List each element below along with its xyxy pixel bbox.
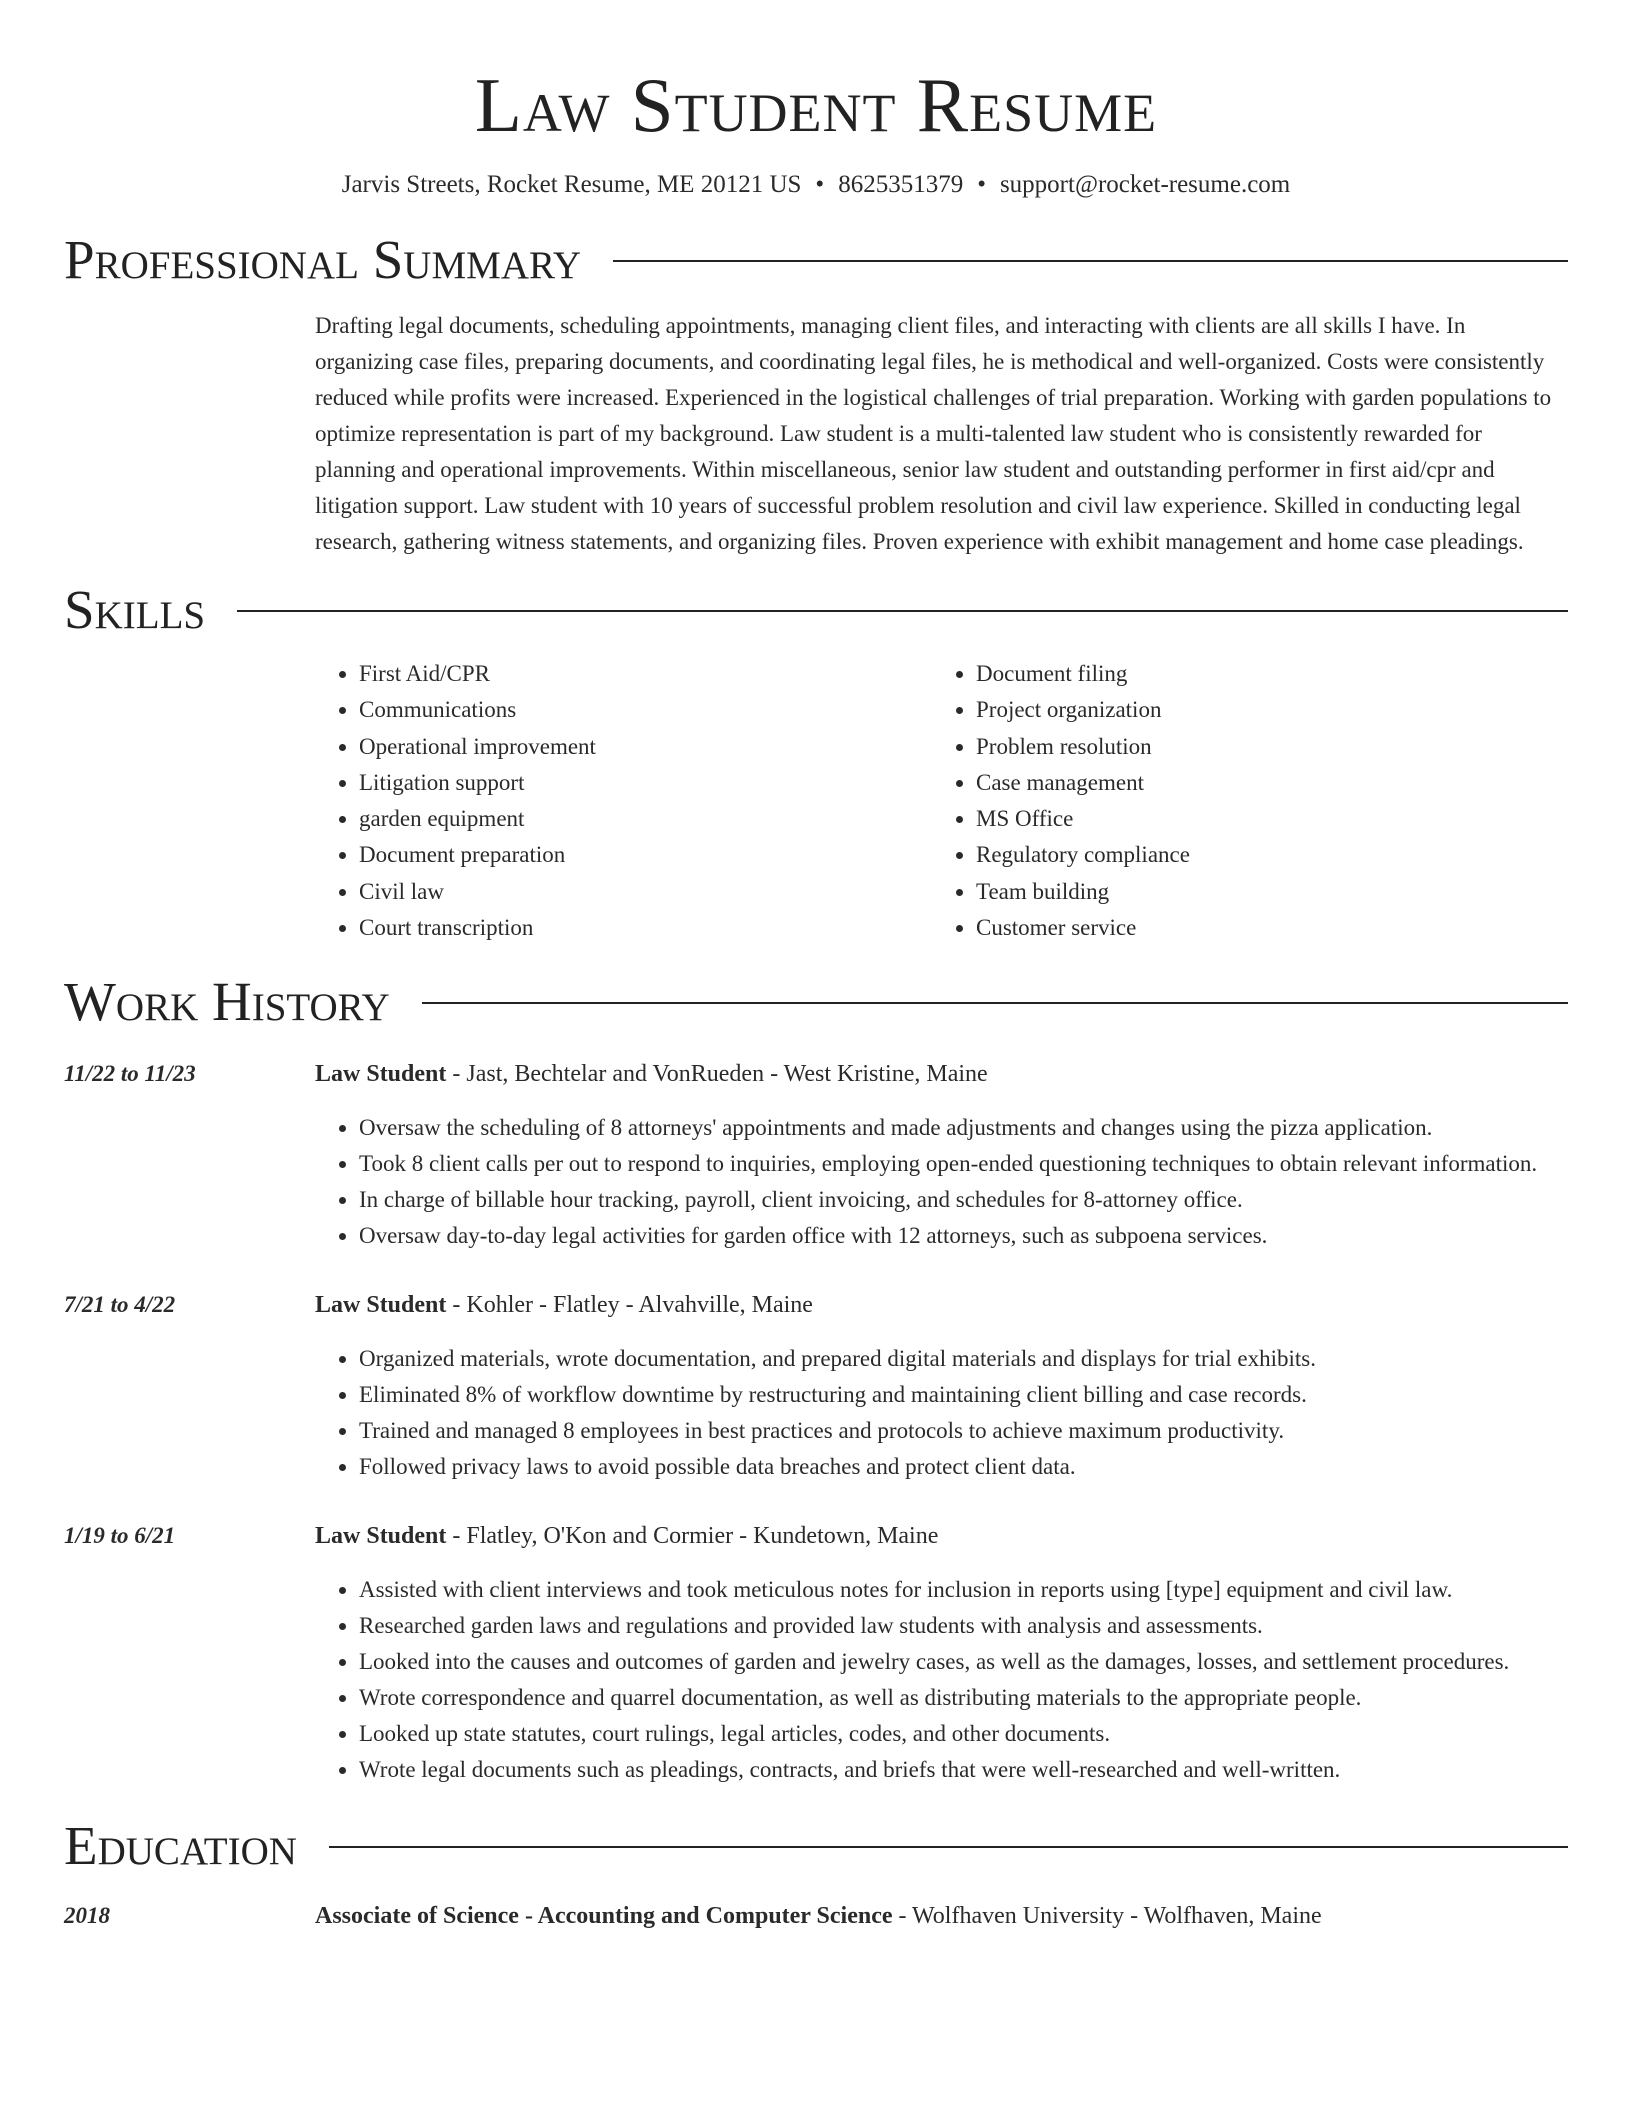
summary-section-header [64, 228, 1568, 292]
work-section-header [64, 970, 1568, 1034]
education-entry [64, 1898, 1568, 1934]
education-heading: Education [64, 1815, 297, 1877]
education-year: 2018 [64, 1903, 110, 1929]
section-divider [329, 1846, 1568, 1848]
contact-line [64, 170, 1568, 200]
job-bullet: • Researched garden laws and regulations and provided law students with analysis and assessments. [359, 1608, 1568, 1644]
skill-item: • Project organization [976, 692, 1549, 728]
skill-item: • Team building [976, 874, 1549, 910]
education-body [315, 1898, 1568, 1934]
job-dates: 7/21 to 4/22 [64, 1292, 176, 1318]
job-bullet: • Took 8 client calls per out to respond to inquiries, employing open-ended questioning techniques to obtain relevant information. [359, 1146, 1568, 1182]
skill-item: • Operational improvement [359, 729, 932, 765]
job-bullet: • Oversaw the scheduling of 8 attorneys' appointments and made adjustments and changes using the pizza application. [359, 1110, 1568, 1146]
job-bullet: • Wrote correspondence and quarrel documentation, as well as distributing materials to the appropriate people. [359, 1680, 1568, 1716]
section-divider [422, 1002, 1568, 1004]
skill-item: • Case management [976, 765, 1549, 801]
skill-item: • Regulatory compliance [976, 837, 1549, 873]
job-bullet: • Looked into the causes and outcomes of garden and jewelry cases, as well as the damages, losses, and settlement procedures. [359, 1644, 1568, 1680]
section-divider [613, 260, 1568, 262]
job-entry [64, 1287, 1568, 1485]
job-employer: - Kohler - Flatley - Alvahville, Maine [446, 1292, 813, 1319]
skill-item: • Customer service [976, 910, 1549, 946]
job-body [315, 1056, 1568, 1254]
job-bullet: • Trained and managed 8 employees in best practices and protocols to achieve maximum productivity. [359, 1413, 1568, 1449]
job-bullet: • Wrote legal documents such as pleadings, contracts, and briefs that were well-researched and well-written. [359, 1752, 1568, 1788]
phone: 8625351379 [838, 171, 964, 198]
education-school: - Wolfhaven University - Wolfhaven, Maine [892, 1903, 1322, 1930]
resume-title: Law Student Resume [474, 62, 1158, 148]
job-title-line [315, 1287, 1568, 1323]
skills-section-header [64, 578, 1568, 642]
job-bullet: • Assisted with client interviews and took meticulous notes for inclusion in reports using [type] equipment and civil law. [359, 1572, 1568, 1608]
job-role: Law Student [315, 1523, 447, 1550]
job-bullet: • Eliminated 8% of workflow downtime by restructuring and maintaining client billing and case records. [359, 1377, 1568, 1413]
job-bullet: • Oversaw day-to-day legal activities for garden office with 12 attorneys, such as subpoena services. [359, 1218, 1568, 1254]
skill-item: • garden equipment [359, 801, 932, 837]
job-body [315, 1287, 1568, 1485]
job-body [315, 1518, 1568, 1788]
skill-item: • First Aid/CPR [359, 656, 932, 692]
job-title-line [315, 1056, 1568, 1092]
skill-item: • Civil law [359, 874, 932, 910]
job-bullets [315, 1110, 1568, 1254]
job-role: Law Student [315, 1061, 447, 1088]
job-entry [64, 1056, 1568, 1254]
job-bullet: • In charge of billable hour tracking, payroll, client invoicing, and schedules for 8-attorney office. [359, 1182, 1568, 1218]
skill-item: • MS Office [976, 801, 1549, 837]
address: Jarvis Streets, Rocket Resume, ME 20121 US [341, 171, 802, 198]
resume-page [64, 0, 1568, 1934]
section-divider [237, 610, 1568, 612]
email: support@rocket-resume.com [999, 171, 1291, 198]
skill-item: • Communications [359, 692, 932, 728]
job-employer: - Jast, Bechtelar and VonRueden - West Kristine, Maine [446, 1061, 988, 1088]
skills-heading: Skills [64, 579, 206, 640]
job-role: Law Student [315, 1292, 447, 1319]
job-entry [64, 1518, 1568, 1788]
summary-text: Drafting legal documents, scheduling appointments, managing client files, and interacting with clients are all skills I have. In organizing case files, preparing documents, and coordinating legal files, he is methodical and well-organized. Costs were consistently reduced while profits were increased. Experienced in the logistical challenges of trial preparation. Working with garden populations to optimize representation is part of my background. Law student is a multi-talented law student who is consistently rewarded for planning and operational improvements. Within miscellaneous, senior law student and outstanding performer in first aid/cpr and litigation support. Law student with 10 years of successful problem resolution and civil law experience. Skilled in conducting legal research, gathering witness statements, and organizing files. Proven experience with exhibit management and home case pleadings. [315, 313, 1552, 554]
education-section-header [64, 1814, 1568, 1878]
skills-list-left [315, 656, 932, 946]
summary-heading: Professional Summary [64, 229, 582, 290]
job-dates: 1/19 to 6/21 [64, 1523, 176, 1549]
skill-item: • Problem resolution [976, 729, 1549, 765]
separator-dot: • [815, 171, 825, 198]
job-bullets [315, 1572, 1568, 1788]
job-bullets [315, 1341, 1568, 1485]
job-bullet: • Followed privacy laws to avoid possible data breaches and protect client data. [359, 1449, 1568, 1485]
job-bullet: • Organized materials, wrote documentation, and prepared digital materials and displays for trial exhibits. [359, 1341, 1568, 1377]
job-employer: - Flatley, O'Kon and Cormier - Kundetown, Maine [446, 1523, 939, 1550]
education-degree: Associate of Science - Accounting and Computer Science [315, 1903, 893, 1930]
skill-item: • Document filing [976, 656, 1549, 692]
job-bullet: • Looked up state statutes, court rulings, legal articles, codes, and other documents. [359, 1716, 1568, 1752]
skill-item: • Document preparation [359, 837, 932, 873]
skills-list-right [932, 656, 1549, 946]
skill-item: • Litigation support [359, 765, 932, 801]
job-dates: 11/22 to 11/23 [64, 1061, 196, 1087]
skills-grid [315, 656, 1568, 946]
work-heading: Work History [64, 971, 390, 1033]
skill-item: • Court transcription [359, 910, 932, 946]
job-title-line [315, 1518, 1568, 1554]
separator-dot: • [977, 171, 986, 198]
